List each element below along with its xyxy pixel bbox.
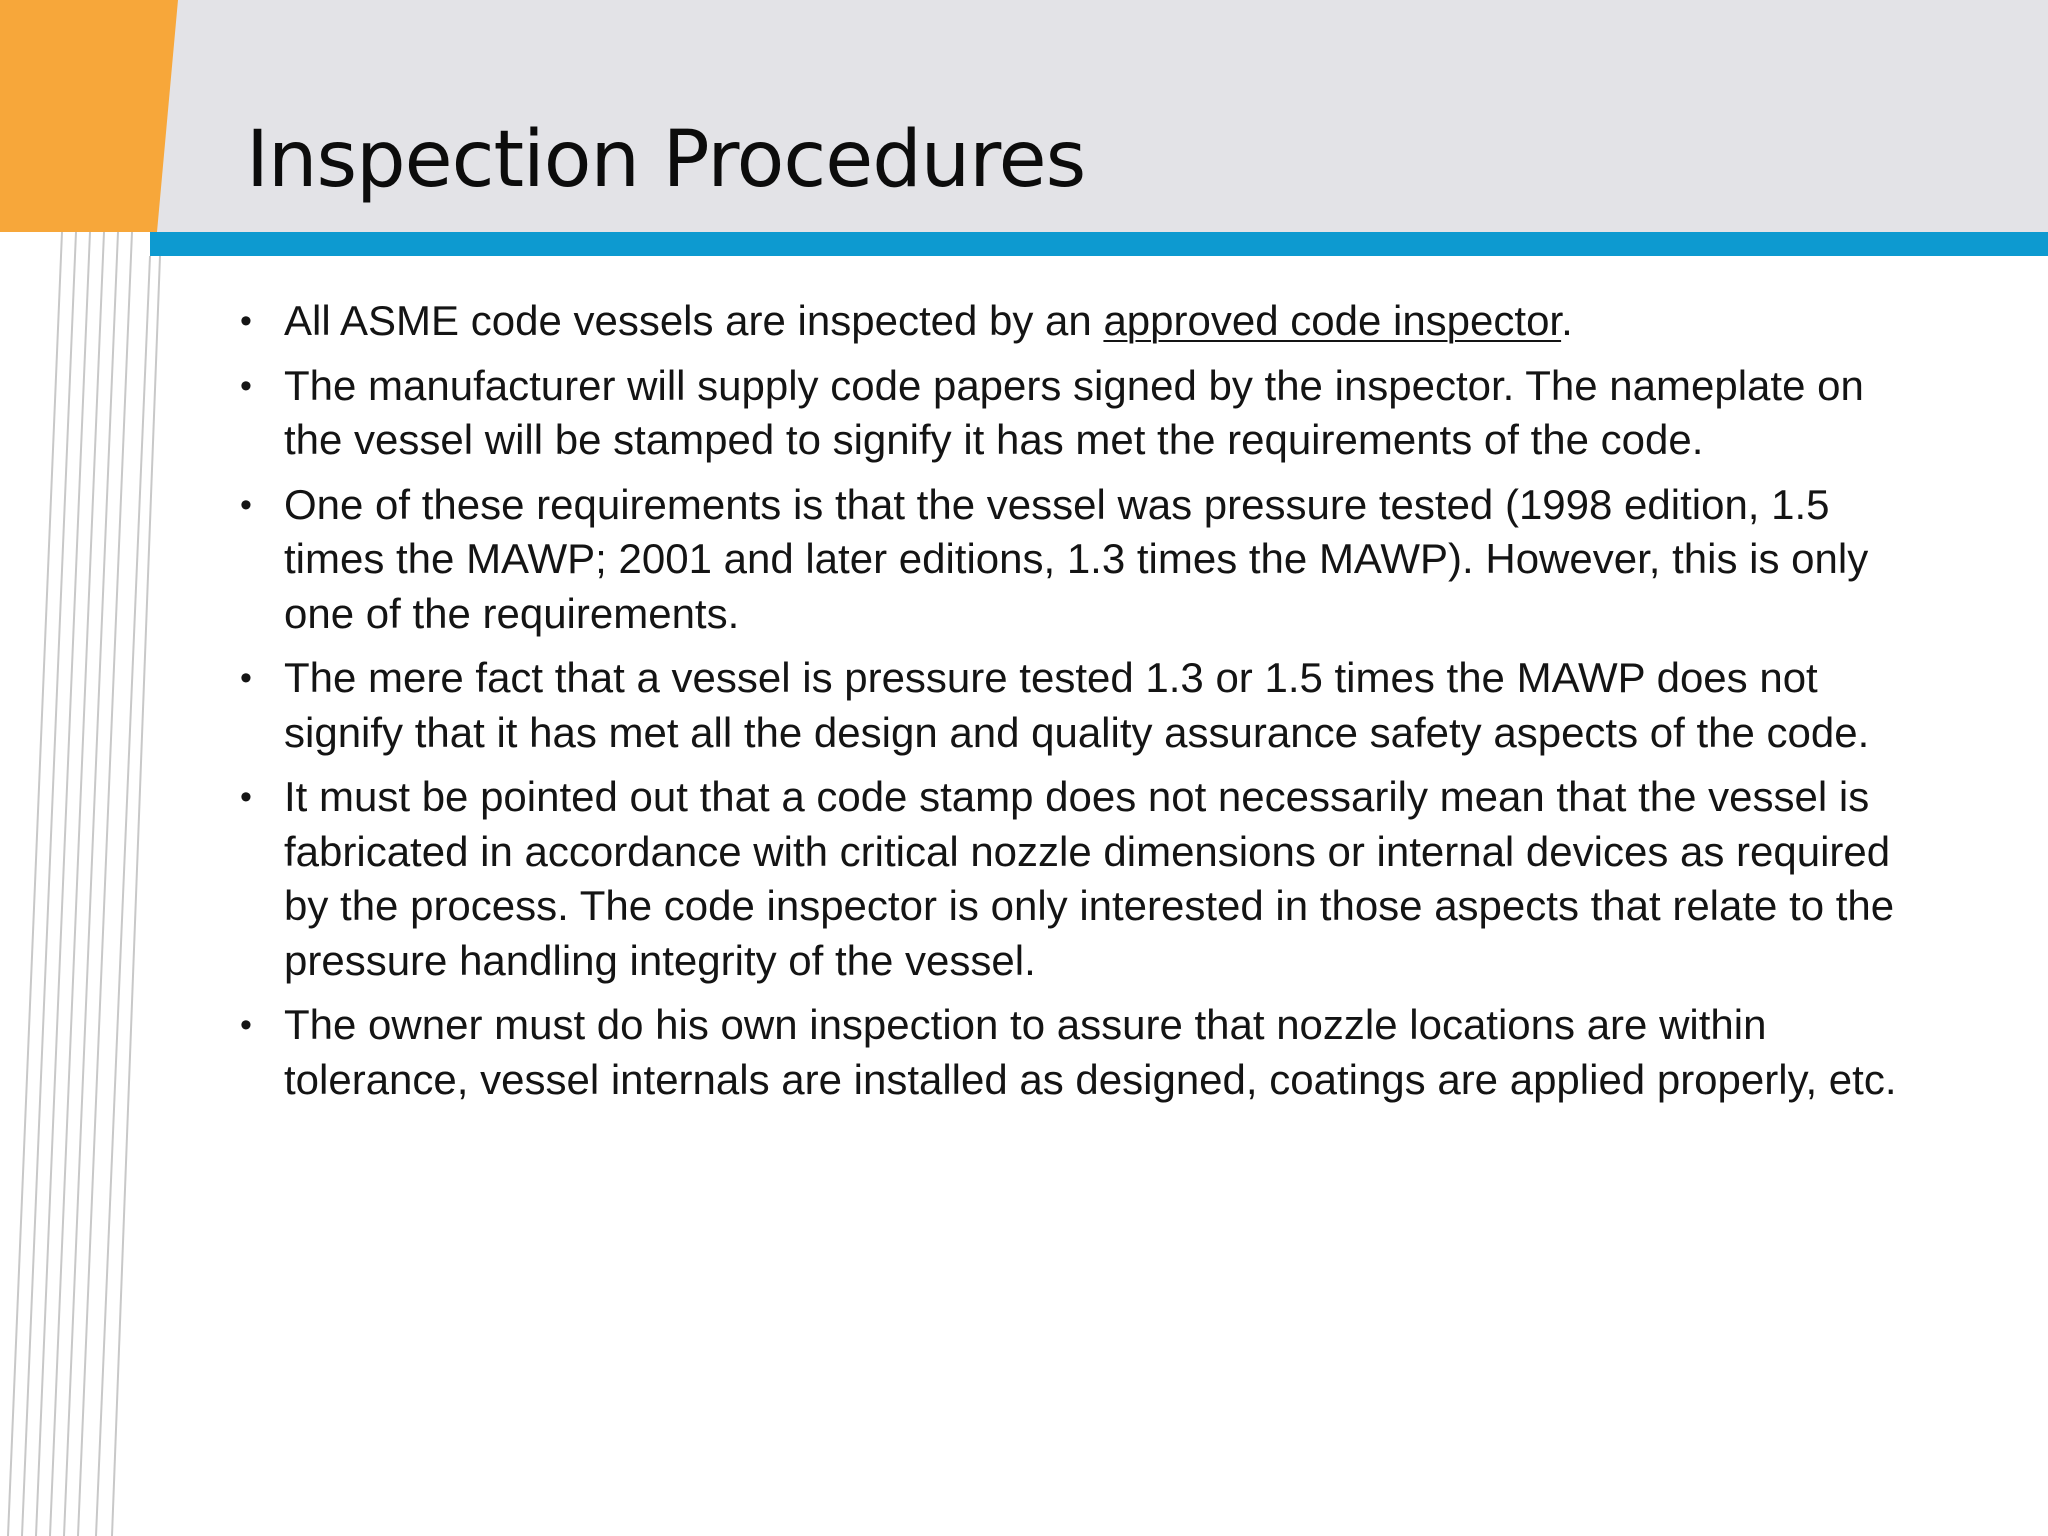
bullet-item: [240, 359, 1900, 468]
bullet-text: One of these requirements is that the vessel was pressure tested (1998 edition, 1.5 times the MAWP; 2001 and later editions, 1.3 times the MAWP). However, this is only one of the requirements.: [284, 480, 1869, 637]
bullet-text: The mere fact that a vessel is pressure tested 1.3 or 1.5 times the MAWP does not signify that it has met all the design and quality assurance safety aspects of the code.: [284, 654, 1870, 756]
bullet-marker: •: [240, 1006, 252, 1044]
bullet-marker: •: [240, 366, 252, 405]
decor-line: [112, 256, 160, 1536]
orange-accent-block: [0, 0, 178, 232]
decorative-stripes: [0, 0, 200, 1536]
bullet-text-end: .: [1561, 297, 1573, 344]
bullet-marker: •: [240, 659, 252, 697]
bullet-marker: •: [240, 485, 252, 524]
header-accent-bar: [150, 232, 2048, 256]
bullet-text: All ASME code vessels are inspected by an: [284, 297, 1104, 344]
bullet-marker: •: [240, 302, 252, 340]
decor-line: [64, 232, 118, 1536]
bullet-item: [240, 294, 1900, 349]
bullet-marker: •: [240, 778, 252, 816]
slide-title: Inspection Procedures: [246, 115, 1086, 205]
bullet-item: [240, 478, 1900, 642]
bullet-text: It must be pointed out that a code stamp does not necessarily mean that the vessel is fabricated in accordance with critical nozzle dimensions or internal devices as required by the process. The code inspector is only interested in those aspects that relate to the pressure handling integrity of the vessel.: [284, 773, 1895, 984]
decorative-lines: [8, 232, 160, 1536]
bullet-item: [240, 998, 1900, 1107]
bullet-text: The manufacturer will supply code papers signed by the inspector. The nameplate on the vessel will be stamped to signify it has met the requirements of the code.: [284, 361, 1864, 463]
decor-line: [22, 232, 76, 1536]
bullet-item: [240, 770, 1900, 988]
decor-line: [50, 232, 104, 1536]
bullet-text: The owner must do his own inspection to assure that nozzle locations are within tolerance, vessel internals are installed as designed, coatings are applied properly, etc.: [284, 1001, 1897, 1103]
decor-line: [36, 232, 90, 1536]
decor-line: [8, 232, 62, 1536]
bullet-list: [240, 294, 1900, 1117]
approved-code-inspector-link[interactable]: approved code inspector: [1103, 297, 1562, 344]
bullet-item: [240, 651, 1900, 760]
